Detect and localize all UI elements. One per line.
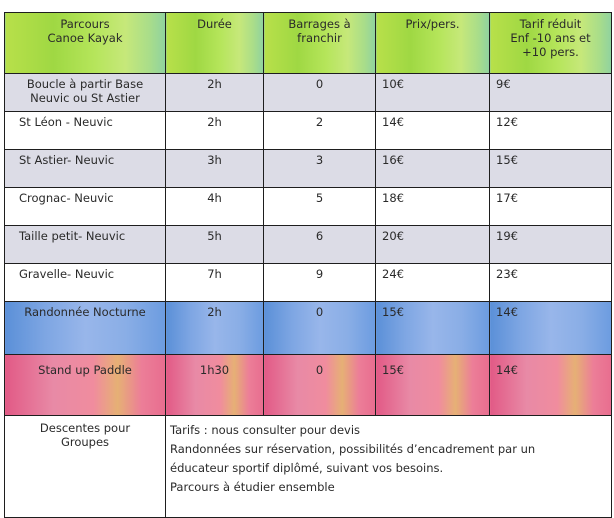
route-duration: 2h — [166, 112, 264, 150]
route-duration: 1h30 — [166, 355, 264, 416]
route-dams: 0 — [264, 302, 376, 355]
route-name: St Astier- Neuvic — [5, 150, 166, 188]
header-barrages: Barrages à franchir — [264, 13, 376, 74]
table-row — [5, 150, 612, 188]
route-price: 20€ — [376, 226, 490, 264]
route-reduced-price: 14€ — [490, 302, 612, 355]
table-row-groups — [5, 416, 612, 518]
header-prix: Prix/pers. — [376, 13, 490, 74]
table-row — [5, 74, 612, 112]
route-dams: 3 — [264, 150, 376, 188]
table-header-row — [5, 13, 612, 74]
route-price: 24€ — [376, 264, 490, 302]
route-name: Crognac- Neuvic — [5, 188, 166, 226]
route-duration: 7h — [166, 264, 264, 302]
route-duration: 5h — [166, 226, 264, 264]
route-dams: 0 — [264, 355, 376, 416]
route-dams: 0 — [264, 74, 376, 112]
route-reduced-price: 19€ — [490, 226, 612, 264]
groups-line: Randonnées sur réservation, possibilités d’encadrement par un — [170, 442, 536, 456]
route-duration: 2h — [166, 302, 264, 355]
table-row — [5, 188, 612, 226]
table-row — [5, 264, 612, 302]
route-name: Boucle à partir Base Neuvic ou St Astier — [5, 74, 166, 112]
route-duration: 3h — [166, 150, 264, 188]
header-parcours: Parcours Canoe Kayak — [5, 13, 166, 74]
table-row-nocturne — [5, 302, 612, 355]
table-row — [5, 226, 612, 264]
route-name: Stand up Paddle — [5, 355, 166, 416]
header-duree: Durée — [166, 13, 264, 74]
route-name: St Léon - Neuvic — [5, 112, 166, 150]
route-reduced-price: 23€ — [490, 264, 612, 302]
groups-line: Parcours à étudier ensemble — [170, 480, 335, 494]
route-price: 15€ — [376, 355, 490, 416]
route-duration: 4h — [166, 188, 264, 226]
groups-description — [166, 416, 612, 518]
groups-line: Tarifs : nous consulter pour devis — [170, 423, 361, 437]
route-name: Gravelle- Neuvic — [5, 264, 166, 302]
route-name: Randonnée Nocturne — [5, 302, 166, 355]
route-price: 10€ — [376, 74, 490, 112]
route-price: 18€ — [376, 188, 490, 226]
route-price: 15€ — [376, 302, 490, 355]
table-row-paddle — [5, 355, 612, 416]
route-reduced-price: 12€ — [490, 112, 612, 150]
route-reduced-price: 15€ — [490, 150, 612, 188]
route-dams: 5 — [264, 188, 376, 226]
table-row — [5, 112, 612, 150]
route-reduced-price: 9€ — [490, 74, 612, 112]
route-price: 14€ — [376, 112, 490, 150]
route-dams: 6 — [264, 226, 376, 264]
route-dams: 2 — [264, 112, 376, 150]
route-price: 16€ — [376, 150, 490, 188]
header-tarif-reduit: Tarif réduit Enf -10 ans et +10 pers. — [490, 13, 612, 74]
route-dams: 9 — [264, 264, 376, 302]
route-name: Taille petit- Neuvic — [5, 226, 166, 264]
route-reduced-price: 17€ — [490, 188, 612, 226]
tariff-table — [4, 12, 612, 518]
route-reduced-price: 14€ — [490, 355, 612, 416]
route-duration: 2h — [166, 74, 264, 112]
groups-label: Descentes pour Groupes — [5, 416, 166, 518]
groups-line: éducateur sportif diplômé, suivant vos besoins. — [170, 461, 444, 475]
